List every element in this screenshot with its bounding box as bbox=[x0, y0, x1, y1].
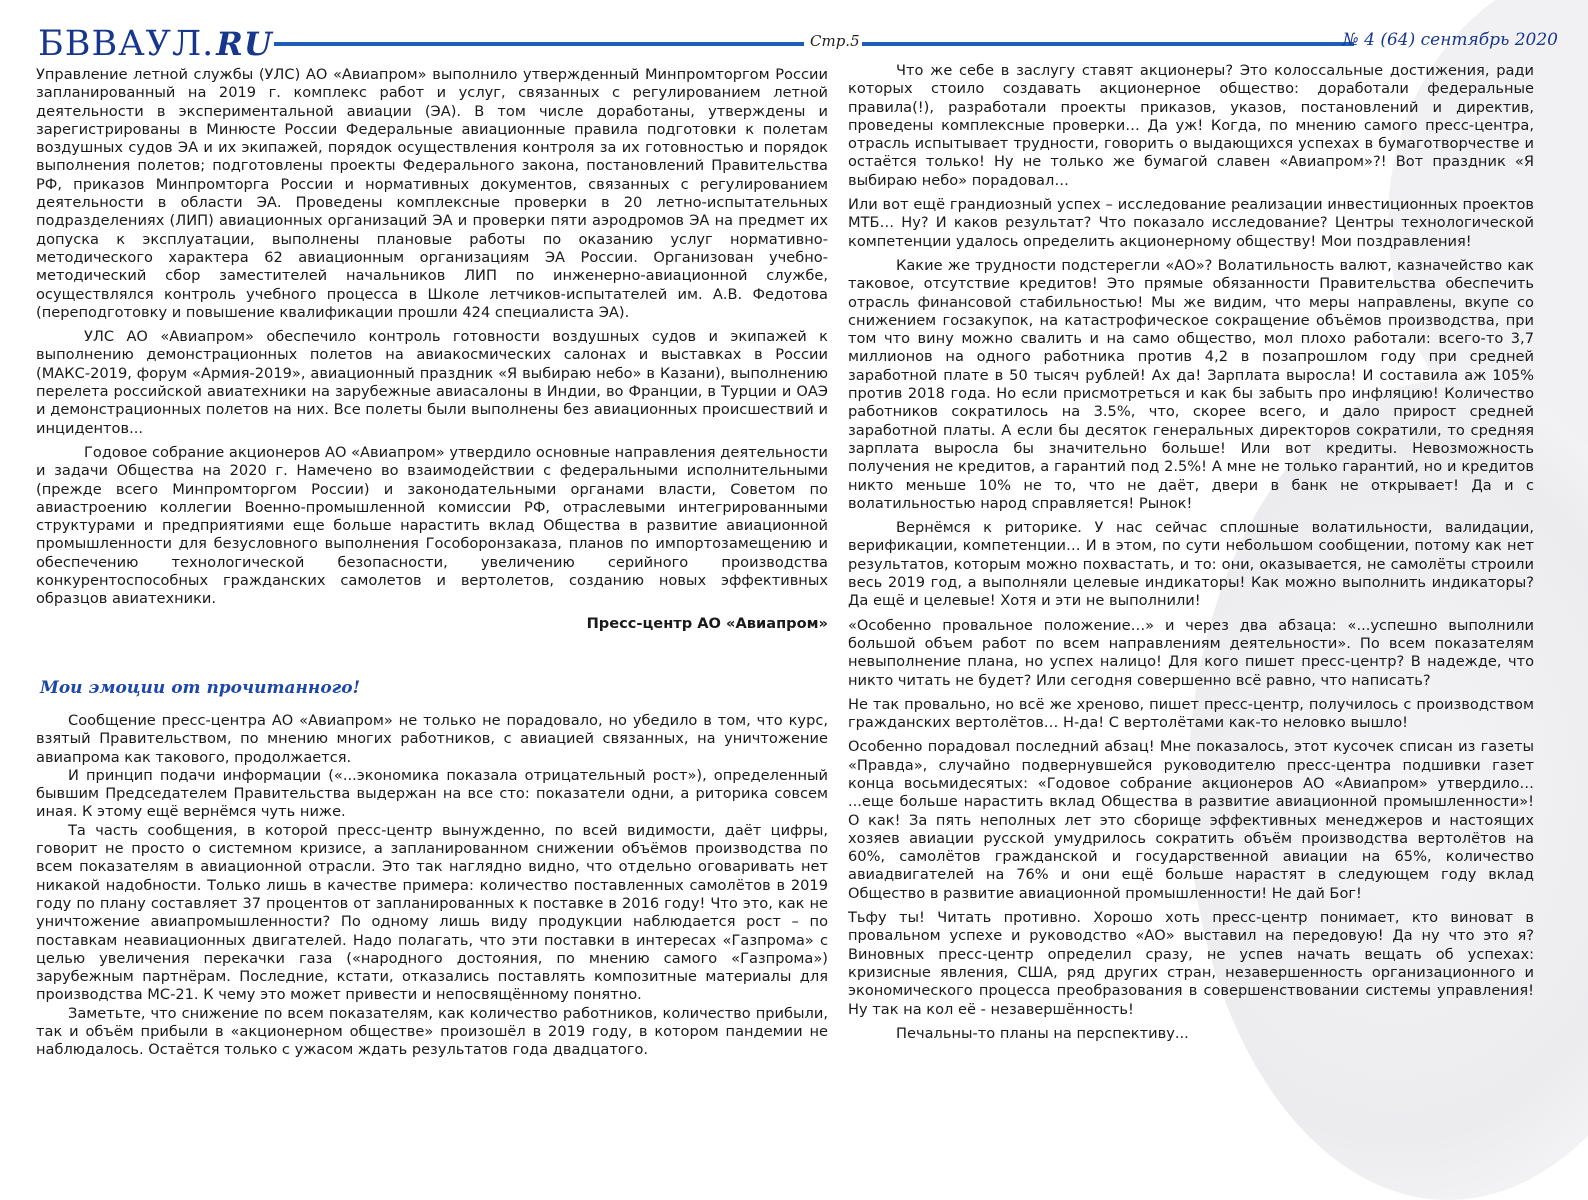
paragraph: Заметьте, что снижение по всем показателям, как количество работников, количество прибыли, так и объём прибыли в «акционерном обществе» произошёл в 2019 году, в котором пандемии не наблюдалось. Остаётся только с ужасом ждать результатов года двадцатого. bbox=[36, 1004, 828, 1059]
paragraph: «Особенно провальное положение…» и через два абзаца: «...успешно выполнили большой объем работ по всем направлениям деятельности». По всем показателям невыполнение плана, но успех налицо! Для кого пишет пресс-центр? В надежде, что никто читать не будет? Или сегодня совершенно всё равно, что написать? bbox=[848, 616, 1534, 689]
paragraph: Управление летной службы (УЛС) АО «Авиапром» выполнило утвержденный Минпромторгом России запланированный на 2019 г. комплекс работ и услуг, связанных с регулированием летной деятельности в экспериментальной авиации (ЭА). В том числе доработаны, утверждены и зарегистрированы в Минюсте России Федеральные авиационные правила подготовки к полетам воздушных судов ЭА и их экипажей, порядок осуществления контроля за их готовностью и порядок выполнения полетов; подготовлены проекты Федерального закона, постановлений Правительства РФ, приказов Минпромторга России и нормативных документов, связанных с регулированием деятельности в области ЭА. Проведены комплексные проверки в 20 летно-испытательных подразделениях (ЛИП) авиационных организаций ЭА и проверки пяти аэродромов ЭА на предмет их допуска к эксплуатации, выполнены плановые работы по оказанию услуг нормативно-методического характера 62 авиационным организациям ЭА России. Организован учебно-методический сбор заместителей начальников ЛИП по инженерно-авиационной службе, осуществлялся контроль учебного процесса в Школе летчиков-испытателей им. А.В. Федотова (переподготовку и повышение квалификации прошли 424 специалиста ЭА). bbox=[36, 66, 828, 321]
press-release-column bbox=[36, 66, 828, 639]
paragraph: Не так провально, но всё же хреново, пишет пресс-центр, получилось с производством гражданских вертолётов… Н-да! С вертолётами как-то неловко вышло! bbox=[848, 695, 1534, 732]
paragraph: Вернёмся к риторике. У нас сейчас сплошные волатильности, валидации, верификации, компетенции… И в этом, по сути небольшом сообщении, потому как нет результатов, которым можно похвастать, и то: они, оказывается, не самолёты строили весь 2019 год, а выполняли целевые индикаторы! Как можно выполнить индикаторы? Да ещё и целевые! Хотя и эти не выполнили! bbox=[848, 519, 1534, 610]
paragraph: Тьфу ты! Читать противно. Хорошо хоть пресс-центр понимает, кто виноват в провальном успехе и руководство «АО» выставил на передовую! Да ну что это я? Виновных пресс-центр определил сразу, не успев начать вещать об успехах: кризисные явления, США, ряд других стран, незавершенность организационного и экономического процесса преобразования в совершенствовании системы управления! Ну так на кол её - незавершённость! bbox=[848, 909, 1534, 1018]
commentary-column-left bbox=[36, 712, 828, 1060]
paragraph: Годовое собрание акционеров АО «Авиапром» утвердило основные направления деятельности и задачи Общества на 2020 г. Намечено во взаимодействии с федеральными исполнительными (прежде всего Минпромторгом России) и законодательными органами власти, Советом по авиастроению коллегии Военно-промышленной комиссии РФ, отраслевыми интегрированными структурами и предприятиями еще больше нарастить вклад Общества в развитие авиационной промышленности для безусловного выполнения Гособоронзаказа, планов по импортозамещению и обеспечению технологической безопасности, увеличению серийного производства конкурентоспособных гражданских самолетов и вертолетов, созданию новых эффективных образцов авиатехники. bbox=[36, 443, 828, 608]
header-rule-right bbox=[862, 42, 1354, 46]
page-header bbox=[38, 24, 1558, 64]
paragraph: УЛС АО «Авиапром» обеспечило контроль готовности воздушных судов и экипажей к выполнению демонстрационных полетов на авиакосмических салонах и выставках в России (МАКС-2019, форум «Армия-2019», авиационный праздник «Я выбираю небо» в Казани), выполнению перелета российской авиатехники на зарубежные авиасалоны в Индии, во Франции, в Турции и ОАЭ и демонстрационных полетов на них. Все полеты были выполнены без авиационных происшествий и инцидентов... bbox=[36, 328, 828, 437]
site-logo bbox=[38, 24, 273, 64]
header-rule-left bbox=[274, 42, 804, 46]
issue-label: № 4 (64) сентябрь 2020 bbox=[1342, 30, 1558, 50]
paragraph: И принцип подачи информации («...экономика показала отрицательный рост»), определенный бывшим Председателем Правительства выдержан на все сто: показатели одни, а риторика совсем иная. К этому ещё вернёмся чуть ниже. bbox=[36, 766, 828, 821]
commentary-column-right bbox=[848, 62, 1534, 1049]
page-number: Стр.5 bbox=[810, 32, 860, 50]
logo-ru: RU bbox=[216, 25, 273, 63]
paragraph: Сообщение пресс-центра АО «Авиапром» не только не порадовало, но убедило в том, что курс, взятый Правительством, по мнению многих работников, с авиацией связанных, на уничтожение авиапрома как такового, продолжается. bbox=[36, 712, 828, 766]
paragraph: Печальны-то планы на перспективу... bbox=[896, 1024, 1189, 1042]
press-signature: Пресс-центр АО «Авиапром» bbox=[586, 614, 828, 632]
paragraph: Какие же трудности подстерегли «АО»? Волатильность валют, казначейство как таковое, отсутствие кредитов! Это прямые обязанности Правительства обеспечить отрасль финансовой стабильностью! Мы же видим, что меры направлены, вкупе со снижением госзакупок, на катастрофическое сокращение объёмов производства, при том что вину можно свалить и на само общество, мол плохо работали: всего-то 3,7 миллионов на одного работника против 4,2 в позапрошлом году при средней заработной плате в 50 тысяч рублей! Ах да! Зарплата выросла! И составила аж 105% против 2018 года. Но если присмотреться и как бы забыть про инфляцию! Количество работников сократилось на 3.5%, что, скорее всего, и дало прирост средней заработной платы. А если бы десяток генеральных директоров сократили, то средняя зарплата выросла бы значительно больше! Или вот кредиты. Невозможность получения не кредитов, а гарантий под 2.5%! А мне не только гарантий, но и кредитов никто меньше 10% не то, что не даёт, двери в банк не открывает! Да и с волатильностью народ справляется! Рынок! bbox=[848, 256, 1534, 512]
logo-main: БВВАУЛ. bbox=[38, 24, 215, 64]
paragraph: Что же себе в заслугу ставят акционеры? Это колоссальные достижения, ради которых стоило создавать акционерное общество: доработали федеральные правила(!), разработали проекты приказов, указов, постановлений и директив, проведены комплексные проверки… Да уж! Когда, по мнению самого пресс-центра, отрасль испытывает трудности, говорить о выдающихся успехах в бумаготворчестве и остаётся только! Ну не только же бумагой славен «Авиапром»?! Вот праздник «Я выбираю небо» порадовал… bbox=[848, 62, 1534, 189]
paragraph: Та часть сообщения, в которой пресс-центр вынужденно, по всей видимости, даёт цифры, говорит не просто о системном кризисе, а запланированном снижении объёмов производства по всем показателям в авиационной отрасли. Это так наглядно видно, что отдельно оговаривать нет никакой надобности. Только лишь в качестве примера: количество поставленных самолётов в 2019 году по плану составляет 37 процентов от запланированных к поставке в 2016 году! Что это, как не уничтожение авиапромышленности? По одному лишь виду продукции наблюдается рост – по поставкам неавиационных двигателей. Надо полагать, что эти поставки в интересах «Газпрома» с целью увеличения перекачки газа («народного достояния, по мнению самого «Газпрома») зарубежным партнёрам. Последние, кстати, отказались поставлять композитные материалы для производства МС-21. К чему это может привести и непосвящённому понятно. bbox=[36, 821, 828, 1004]
section-subtitle: Мои эмоции от прочитанного! bbox=[40, 678, 361, 698]
paragraph: Или вот ещё грандиозный успех – исследование реализации инвестиционных проектов МТБ… Ну? И каков результат? Что показало исследование? Центры технологической компетенции удалось определить акционерному обществу! Мои поздравления! bbox=[848, 196, 1534, 250]
paragraph: Особенно порадовал последний абзац! Мне показалось, этот кусочек списан из газеты «Правда», случайно подвернувшейся руководителю пресс-центра подшивки газет конца восьмидесятых: «Годовое собрание акционеров АО «Авиапром» утвердило… ...еще больше нарастить вклад Общества в развитие авиационной промышленности»! О как! За пять неполных лет это сборище эффективных менеджеров и настоящих хозяев авиации русской умудрилось сократить объём производства вертолётов на 60%, самолётов гражданской и государственной авиации на 65%, количество авиадвигателей на 76% и они ещё больше нарастят в следующем году вклад Общество в развитие авиационной промышленности! Не дай Бог! bbox=[848, 738, 1534, 902]
